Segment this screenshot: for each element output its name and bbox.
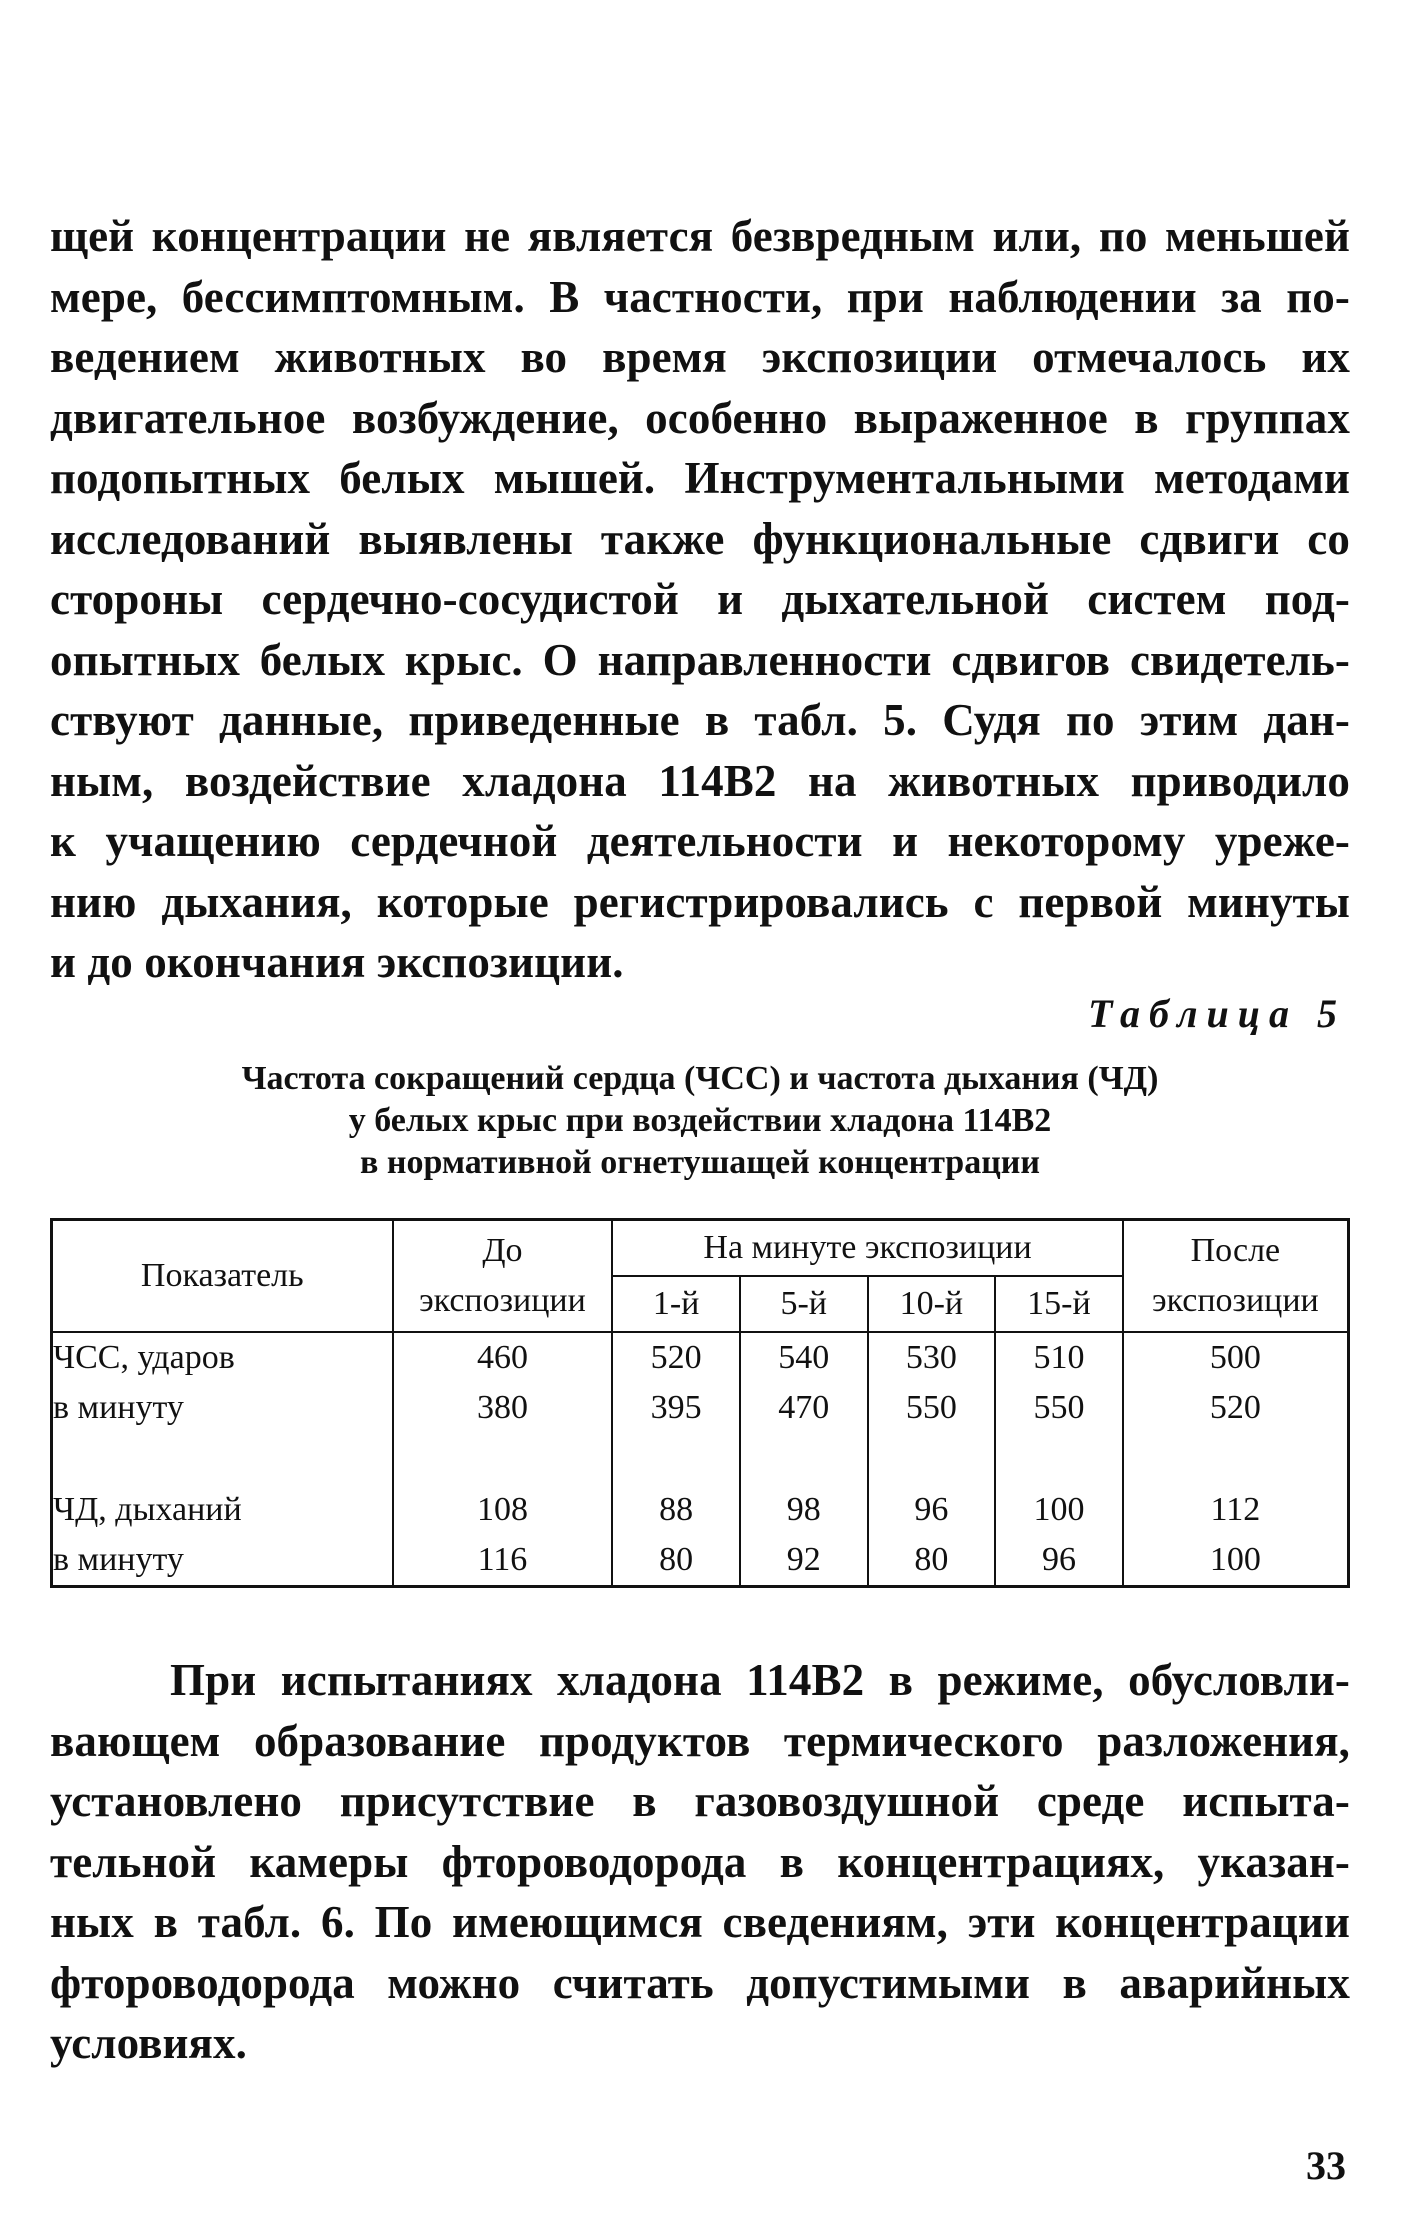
header-minute: 1-й	[612, 1276, 740, 1332]
cell-value: 520	[650, 1339, 702, 1376]
text-line: условиях.	[50, 2018, 247, 2068]
cell-value: 530	[905, 1339, 957, 1376]
text-line: и до окончания экспозиции.	[50, 937, 624, 987]
text-line: установлено присутствие в газовоздушной среде испыта-	[50, 1776, 1350, 1826]
row-label-line: в минуту	[53, 1389, 184, 1426]
cell-minute-10	[868, 1332, 996, 1433]
cell-value: 460	[476, 1339, 528, 1376]
table-row	[52, 1332, 1349, 1433]
text-line: ным, воздействие хладона 114В2 на животных приводило	[50, 755, 1350, 806]
cell-before	[393, 1485, 613, 1587]
table-title-line: у белых крыс при воздействии хладона 114В2	[348, 1102, 1052, 1139]
cell-after	[1123, 1485, 1349, 1587]
text-line: нию дыхания, которые регистрировались с первой минуты	[50, 876, 1350, 927]
row-label	[52, 1485, 393, 1587]
table-spacer-row	[52, 1433, 1349, 1485]
cell-value: 550	[905, 1389, 957, 1426]
header-after-line: После	[1190, 1232, 1281, 1269]
cell-value: 540	[778, 1339, 830, 1376]
cell-minute-5	[740, 1332, 868, 1433]
cell-value: 100	[1209, 1541, 1261, 1578]
text-line: стороны сердечно-сосудистой и дыхательной систем под-	[50, 574, 1350, 624]
cell-value: 92	[786, 1541, 821, 1578]
header-minute: 10-й	[868, 1276, 996, 1332]
text-line: тельной камеры фтороводорода в концентрациях, указан-	[50, 1836, 1350, 1887]
table-title	[50, 1058, 1350, 1184]
cell-value: 80	[659, 1541, 694, 1578]
header-after-line: экспозиции	[1151, 1282, 1319, 1319]
text-line: исследований выявлены также функциональные сдвиги со	[50, 513, 1350, 564]
text-line: ствуют данные, приведенные в табл. 5. Судя по этим дан-	[50, 695, 1350, 745]
header-indicator: Показатель	[52, 1220, 393, 1333]
table-title-line: Частота сокращений сердца (ЧСС) и частота дыхания (ЧД)	[241, 1060, 1159, 1097]
cell-value: 96	[1041, 1541, 1076, 1578]
row-label	[52, 1332, 393, 1433]
header-after	[1123, 1220, 1349, 1333]
row-label-line: в минуту	[53, 1541, 184, 1578]
header-before-line: экспозиции	[419, 1282, 586, 1319]
table-caption: Таблица 5	[1088, 991, 1346, 1036]
header-minute: 15-й	[995, 1276, 1123, 1332]
text-line: двигательное возбуждение, особенно выраженное в группах	[50, 392, 1350, 443]
text-line: фтороводорода можно считать допустимыми в аварийных	[50, 1957, 1350, 2008]
row-label-line: ЧД, дыханий	[53, 1491, 242, 1528]
cell-value: 112	[1210, 1491, 1261, 1528]
text-line: опытных белых крыс. О направленности сдвигов свидетель-	[50, 634, 1350, 685]
cell-before	[393, 1332, 613, 1433]
text-line: подопытных белых мышей. Инструментальными методами	[50, 453, 1350, 503]
cell-minute-1	[612, 1332, 740, 1433]
cell-value: 116	[477, 1541, 528, 1578]
text-line: ных в табл. 6. По имеющимся сведениям, эти концентрации	[50, 1897, 1350, 1947]
header-during: На минуте экспозиции	[612, 1220, 1122, 1277]
cell-after	[1123, 1332, 1349, 1433]
cell-minute-15	[995, 1332, 1123, 1433]
cell-value: 380	[476, 1389, 528, 1426]
cell-minute-1	[612, 1485, 740, 1587]
cell-value: 80	[914, 1541, 949, 1578]
row-label-line: ЧСС, ударов	[53, 1339, 235, 1376]
table-row	[52, 1485, 1349, 1587]
text-line: ведением животных во время экспозиции отмечалось их	[50, 332, 1350, 382]
header-minute: 5-й	[740, 1276, 868, 1332]
data-table	[50, 1218, 1350, 1588]
text-line: к учащению сердечной деятельности и некоторому уреже-	[50, 816, 1350, 866]
cell-value: 88	[659, 1491, 694, 1528]
text-line: мере, бессимптомным. В частности, при наблюдении за по-	[50, 271, 1350, 322]
cell-value: 108	[476, 1491, 528, 1528]
cell-minute-10	[868, 1485, 996, 1587]
cell-value: 470	[778, 1389, 830, 1426]
cell-value: 550	[1033, 1389, 1085, 1426]
page-number: 33	[1306, 2143, 1346, 2188]
body-paragraph-2	[50, 1650, 1350, 2074]
cell-value: 510	[1033, 1339, 1085, 1376]
text-line: При испытаниях хладона 114В2 в режиме, обусловли-	[170, 1655, 1350, 1705]
cell-value: 96	[914, 1491, 949, 1528]
cell-value: 98	[786, 1491, 821, 1528]
header-before	[393, 1220, 613, 1333]
cell-minute-5	[740, 1485, 868, 1587]
cell-value: 520	[1209, 1389, 1261, 1426]
header-before-line: До	[482, 1232, 523, 1269]
cell-value: 395	[650, 1389, 702, 1426]
cell-value: 100	[1033, 1491, 1085, 1528]
body-paragraph-1	[50, 206, 1350, 993]
cell-value: 500	[1209, 1339, 1261, 1376]
table-title-line: в нормативной огнетушащей концентрации	[360, 1144, 1040, 1181]
text-line: вающем образование продуктов термического разложения,	[50, 1715, 1350, 1766]
text-line: щей концентрации не является безвредным или, по меньшей	[50, 211, 1350, 261]
cell-minute-15	[995, 1485, 1123, 1587]
